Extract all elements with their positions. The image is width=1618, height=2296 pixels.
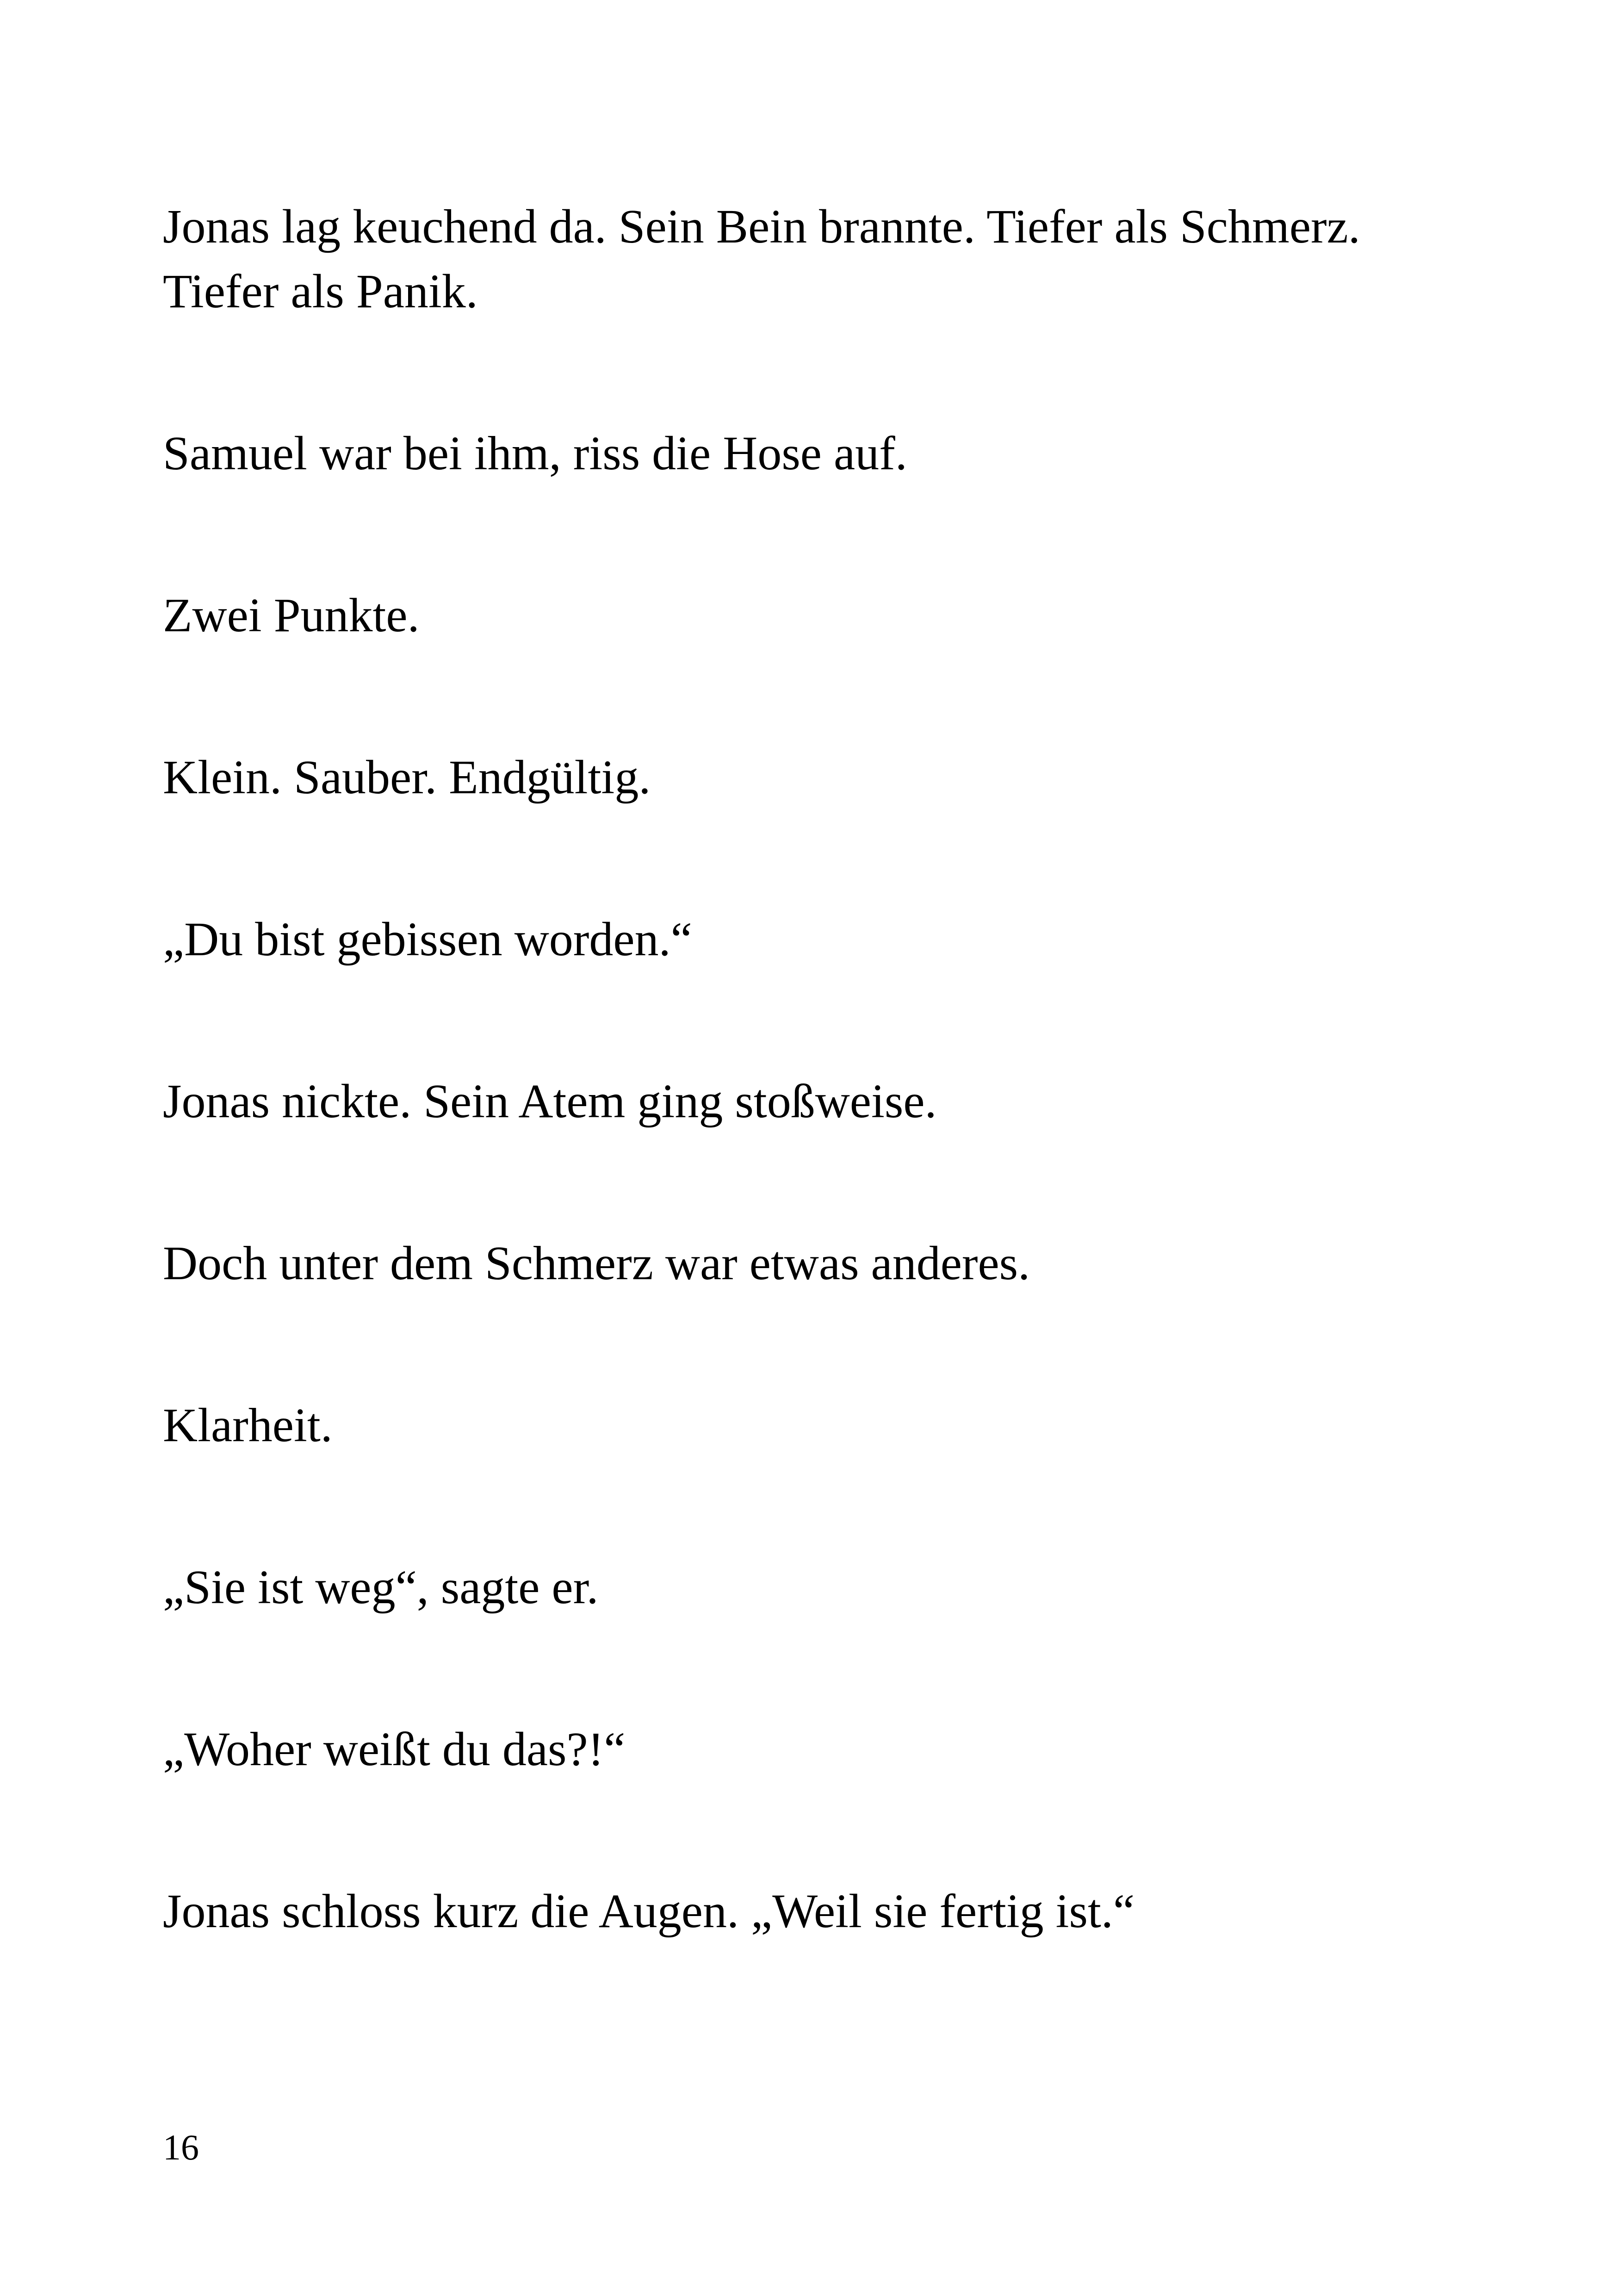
paragraph-9 — [163, 1555, 598, 1620]
paragraph-10 — [163, 1717, 625, 1782]
paragraph-line: Jonas schloss kurz die Augen. „Weil sie fertig ist.“ — [163, 1885, 1135, 1938]
paragraph-line: Zwei Punkte. — [163, 589, 420, 642]
paragraph-2 — [163, 421, 907, 486]
paragraph-line: Samuel war bei ihm, riss die Hose auf. — [163, 427, 907, 480]
paragraph-5 — [163, 907, 692, 972]
paragraph-line: „Du bist gebissen worden.“ — [163, 913, 692, 966]
paragraph-line: „Sie ist weg“, sagte er. — [163, 1561, 599, 1614]
paragraph-3 — [163, 583, 420, 648]
paragraph-line: Tiefer als Panik. — [163, 265, 478, 318]
paragraph-7 — [163, 1231, 1030, 1296]
paragraph-line: Klein. Sauber. Endgültig. — [163, 751, 651, 804]
paragraph-line: Doch unter dem Schmerz war etwas anderes. — [163, 1237, 1030, 1290]
paragraph-line: „Woher weißt du das?!“ — [163, 1723, 626, 1776]
paragraph-line: Klarheit. — [163, 1399, 333, 1452]
page-number: 16 — [163, 2127, 199, 2167]
paragraph-line: Jonas nickte. Sein Atem ging stoßweise. — [163, 1075, 937, 1128]
paragraph-11 — [163, 1879, 1134, 1944]
paragraph-6 — [163, 1069, 936, 1134]
paragraph-1 — [163, 194, 1360, 324]
paragraph-line: Jonas lag keuchend da. Sein Bein brannte. Tiefer als Schmerz. — [163, 200, 1360, 253]
paragraph-8 — [163, 1393, 333, 1458]
paragraph-4 — [163, 745, 651, 810]
